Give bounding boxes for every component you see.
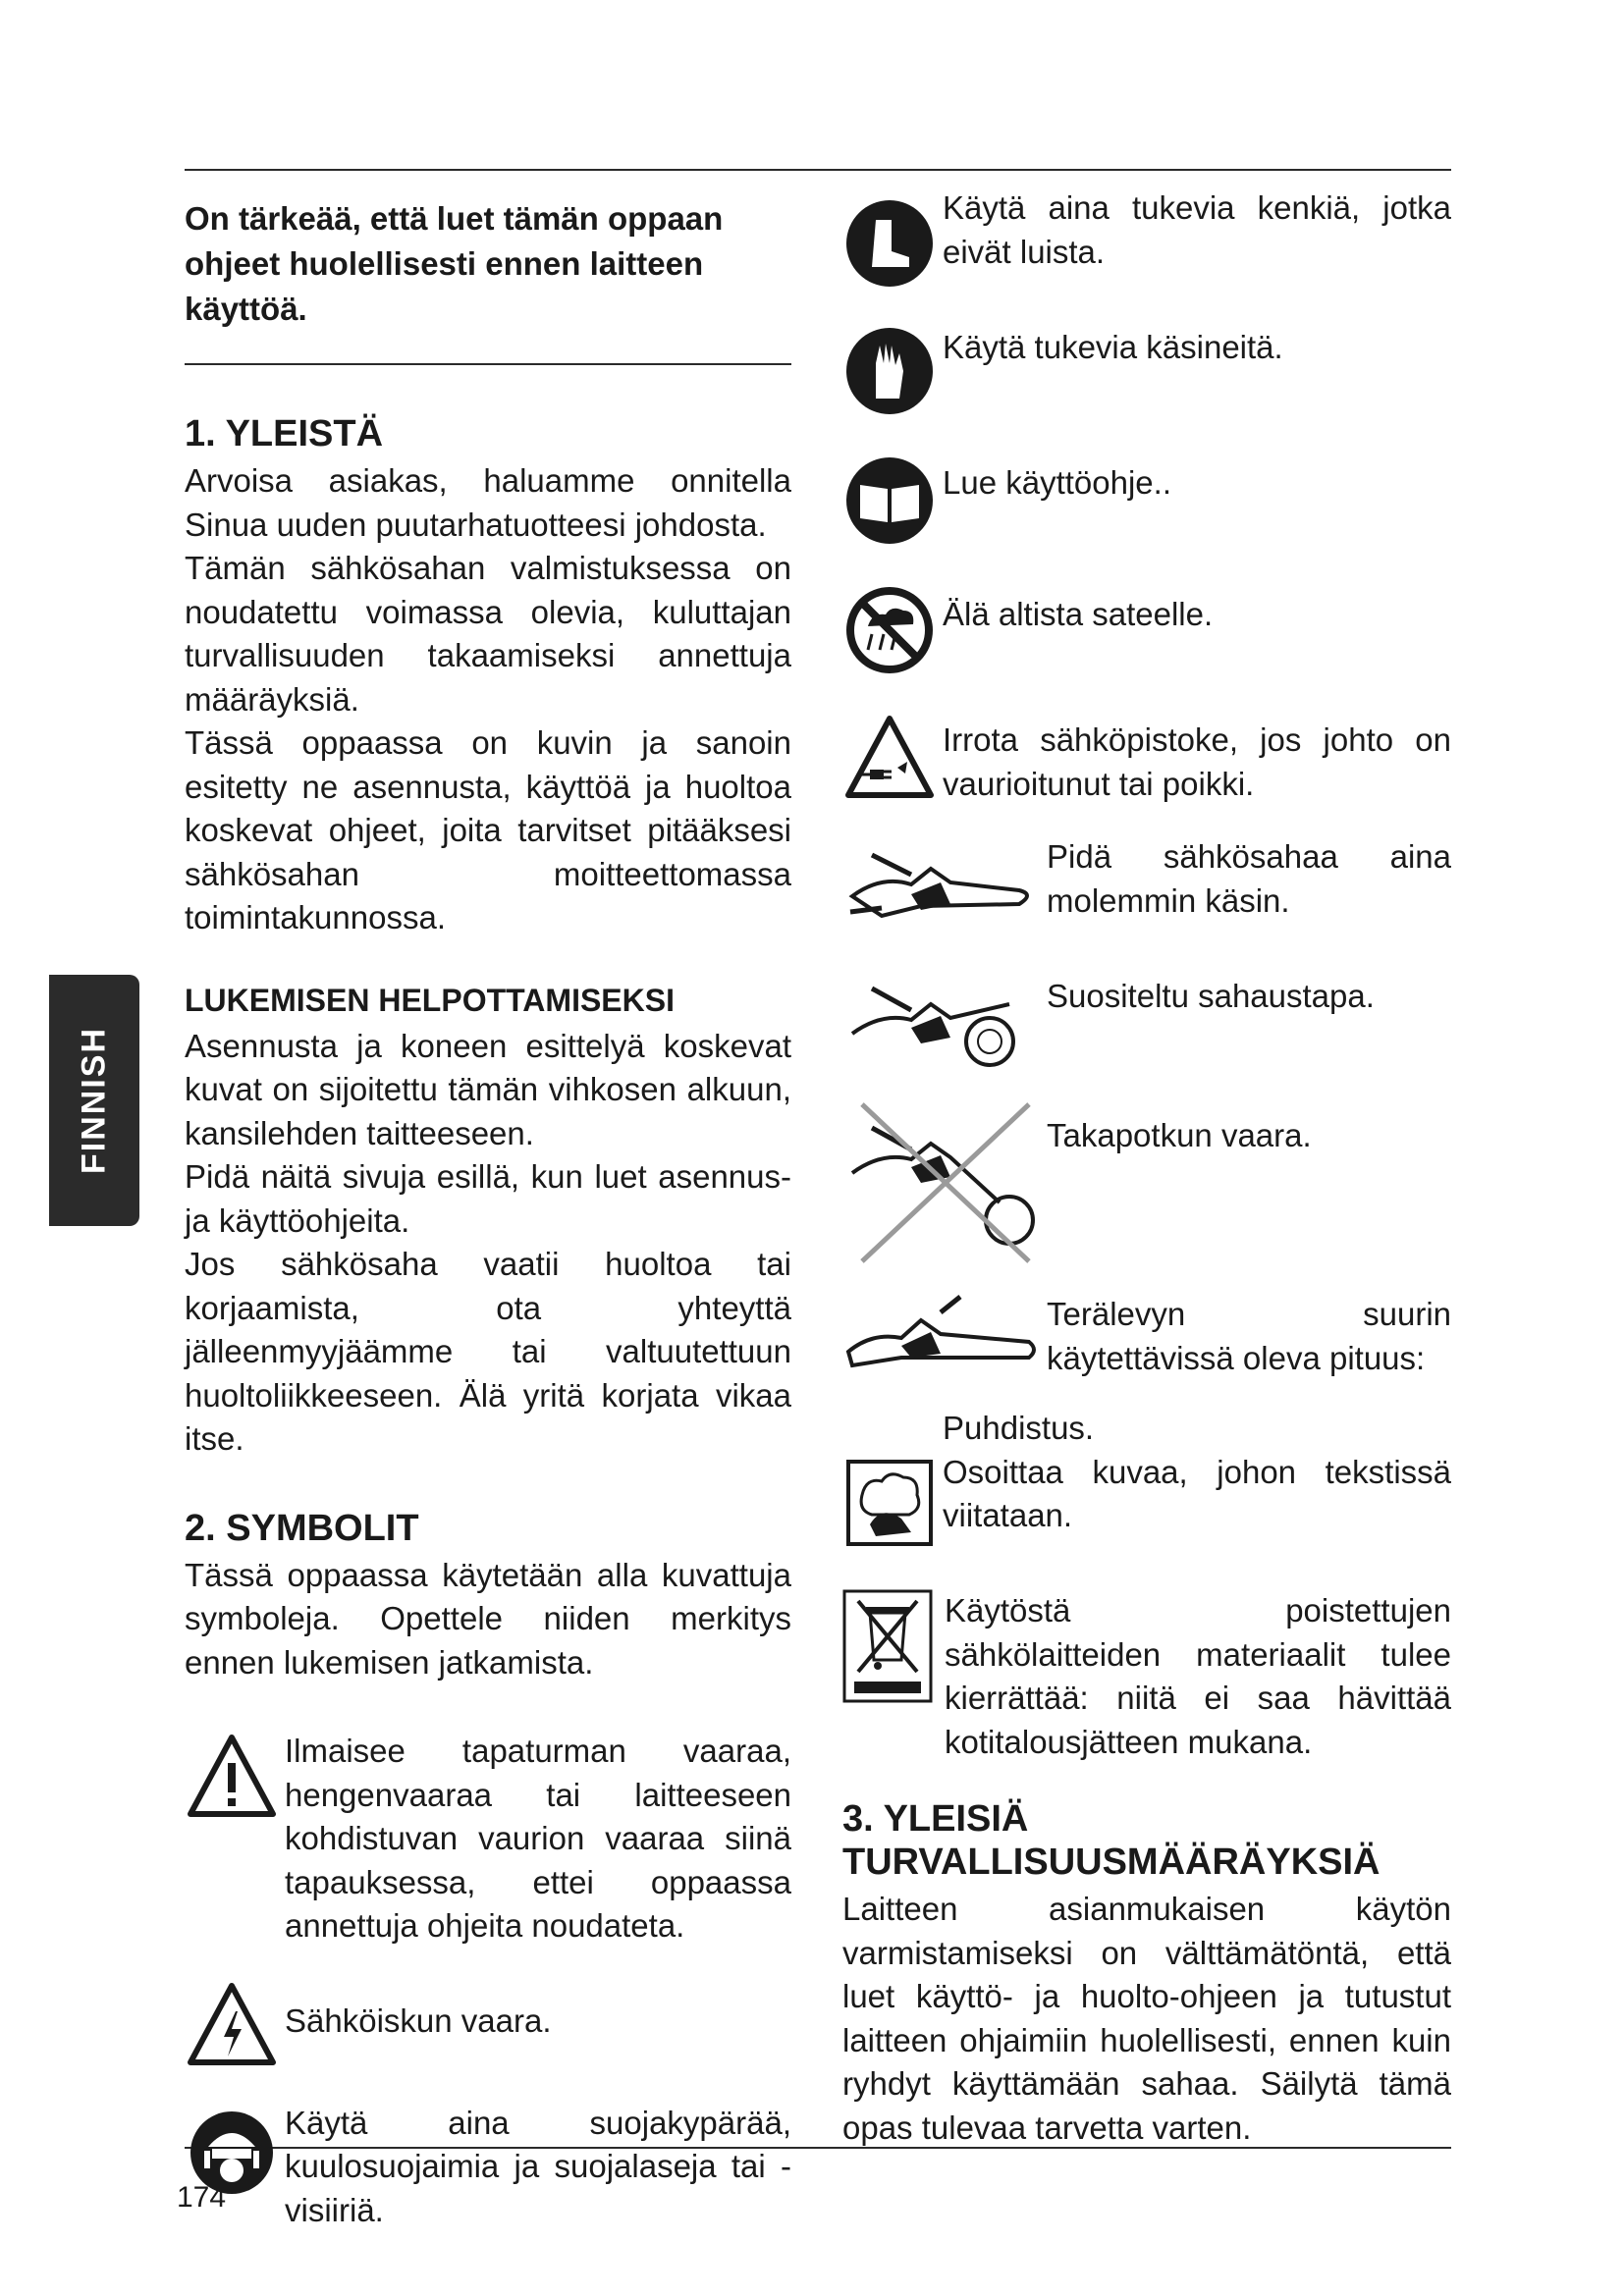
manual-book-icon <box>842 454 937 548</box>
section1-paragraph: Tämän sähkösahan valmistuksessa on noudatettu voimassa olevia, kuluttajan turvallisuuden takaamiseksi annettuja määräyksiä. <box>185 550 791 718</box>
section2-intro: Tässä oppaassa käytetään alla kuvattuja symboleja. Opettele niiden merkitys ennen lukemisen jatkamista. <box>185 1556 791 1681</box>
electric-shock-icon <box>185 1978 279 2072</box>
intro-note: On tärkeää, että luet tämän oppaan ohjeet huolellisesti ennen laitteen käyttöä. <box>185 200 724 327</box>
reading-help-subtitle: LUKEMISEN HELPOTTAMISEKSI <box>185 982 675 1018</box>
symbol-text: Käytöstä poistettujen sähkölaitteiden materiaalit tulee kierrättää: niitä ei saa hävittää kotitalousjätteen mukana. <box>945 1592 1451 1760</box>
reading-help-paragraph: Jos sähkösaha vaatii huoltoa tai korjaamista, ota yhteyttä jälleenmyyjäämme tai valtuutettuun huoltoliikkeeseen. Älä yritä korjata vikaa itse. <box>185 1246 791 1457</box>
language-tab <box>49 975 139 1226</box>
unplug-warning-icon <box>842 711 937 805</box>
symbol-gloves <box>842 324 1451 418</box>
section2-title: 2. SYMBOLIT <box>185 1507 419 1549</box>
reading-help-paragraph: Pidä näitä sivuja esillä, kun luet asennus- ja käyttöohjeita. <box>185 1158 791 1239</box>
top-rule <box>185 169 1451 171</box>
symbol-bar-length <box>842 1293 1451 1381</box>
kickback-icon <box>842 1095 1039 1271</box>
symbol-unplug <box>842 711 1451 806</box>
symbol-text: Pidä sähkösahaa aina molemmin käsin. <box>1047 838 1451 919</box>
symbol-text: Irrota sähköpistoke, jos johto on vaurioitunut tai poikki. <box>943 721 1451 802</box>
section3-title-line1: 3. YLEISIÄ <box>842 1798 1029 1840</box>
symbol-text: Käytä tukevia käsineitä. <box>943 329 1283 365</box>
cleaning-title: Puhdistus. <box>943 1410 1095 1446</box>
section3-title <box>842 1797 1451 1884</box>
left-column <box>185 196 791 2262</box>
symbol-text: Suositeltu sahaustapa. <box>1047 978 1375 1014</box>
symbol-text: Käytä aina tukevia kenkiä, jotka eivät luista. <box>943 189 1451 270</box>
symbol-cleaning <box>842 1407 1451 1550</box>
language-tab-label: FINNISH <box>75 1027 113 1174</box>
symbol-recycle <box>842 1589 1451 1764</box>
symbol-text: Ilmaisee tapaturman vaaraa, hengenvaaraa tai laitteeseen kohdistuvan vaurion vaaraa siinä tapauksessa, ettei oppaassa annettuja ohjeita noudateta. <box>285 1733 791 1944</box>
intro-divider <box>185 363 791 365</box>
section3-text: Laitteen asianmukaisen käytön varmistamiseksi on välttämätöntä, että luet käyttö- ja huolto-ohjeen ja tutustut laitteen ohjaimiin huolellisesti, ennen kuin ryhdyt käyttämään sahaa. Säilytä tämä opas tulevaa tarvetta varten. <box>842 1891 1451 2146</box>
symbol-text: Lue käyttöohje.. <box>943 464 1171 501</box>
right-column <box>842 189 1451 2150</box>
symbol-helmet <box>185 2102 791 2233</box>
page-number: 174 <box>177 2181 227 2214</box>
reading-help-paragraph: Asennusta ja koneen esittelyä koskevat kuvat on sijoitettu tämän vihkosen alkuun, kansilehden taitteeseen. <box>185 1027 791 1151</box>
symbol-text: Sähköiskun vaara. <box>285 2002 552 2039</box>
recommended-cut-icon <box>842 965 1039 1073</box>
symbol-text: Terälevyn suurin käytettävissä oleva pituus: <box>1047 1296 1451 1376</box>
crossed-bin-icon <box>842 1589 933 1703</box>
warning-triangle-icon <box>185 1730 279 1824</box>
symbol-electric <box>185 1978 791 2072</box>
cleaning-text: Osoittaa kuvaa, johon tekstissä viitataan. <box>943 1453 1451 1533</box>
symbol-boots <box>842 189 1451 291</box>
gloves-icon <box>842 324 937 418</box>
bar-length-icon <box>842 1293 1039 1381</box>
section1-paragraph: Tässä oppaassa on kuvin ja sanoin esitetty ne asennusta, käyttöä ja huoltoa koskevat ohjeet, joita tarvitset pitääksesi sähkösahan moitteettomassa toimintakunnossa. <box>185 724 791 935</box>
section1-title: 1. YLEISTÄ <box>185 413 384 454</box>
section3-title-line2: TURVALLISUUSMÄÄRÄYKSIÄ <box>842 1842 1380 1883</box>
symbol-text: Älä altista sateelle. <box>943 596 1214 632</box>
symbol-kickback <box>842 1095 1451 1271</box>
symbol-recommended-cut <box>842 965 1451 1073</box>
section1-paragraph: Arvoisa asiakas, haluamme onnitella Sinua uuden puutarhatuotteesi johdosta. <box>185 462 791 543</box>
symbol-two-hands <box>842 835 1451 943</box>
symbol-manual <box>842 454 1451 548</box>
no-rain-icon <box>842 583 937 677</box>
safety-boots-icon <box>842 196 937 291</box>
symbol-text: Käytä aina suojakypärää, kuulosuojaimia ja suojalaseja tai -visiiriä. <box>285 2104 791 2228</box>
symbol-text: Takapotkun vaara. <box>1047 1117 1312 1153</box>
symbol-rain <box>842 583 1451 677</box>
two-hands-saw-icon <box>842 835 1039 943</box>
symbol-warning <box>185 1730 791 1949</box>
cleaning-icon <box>842 1407 937 1550</box>
